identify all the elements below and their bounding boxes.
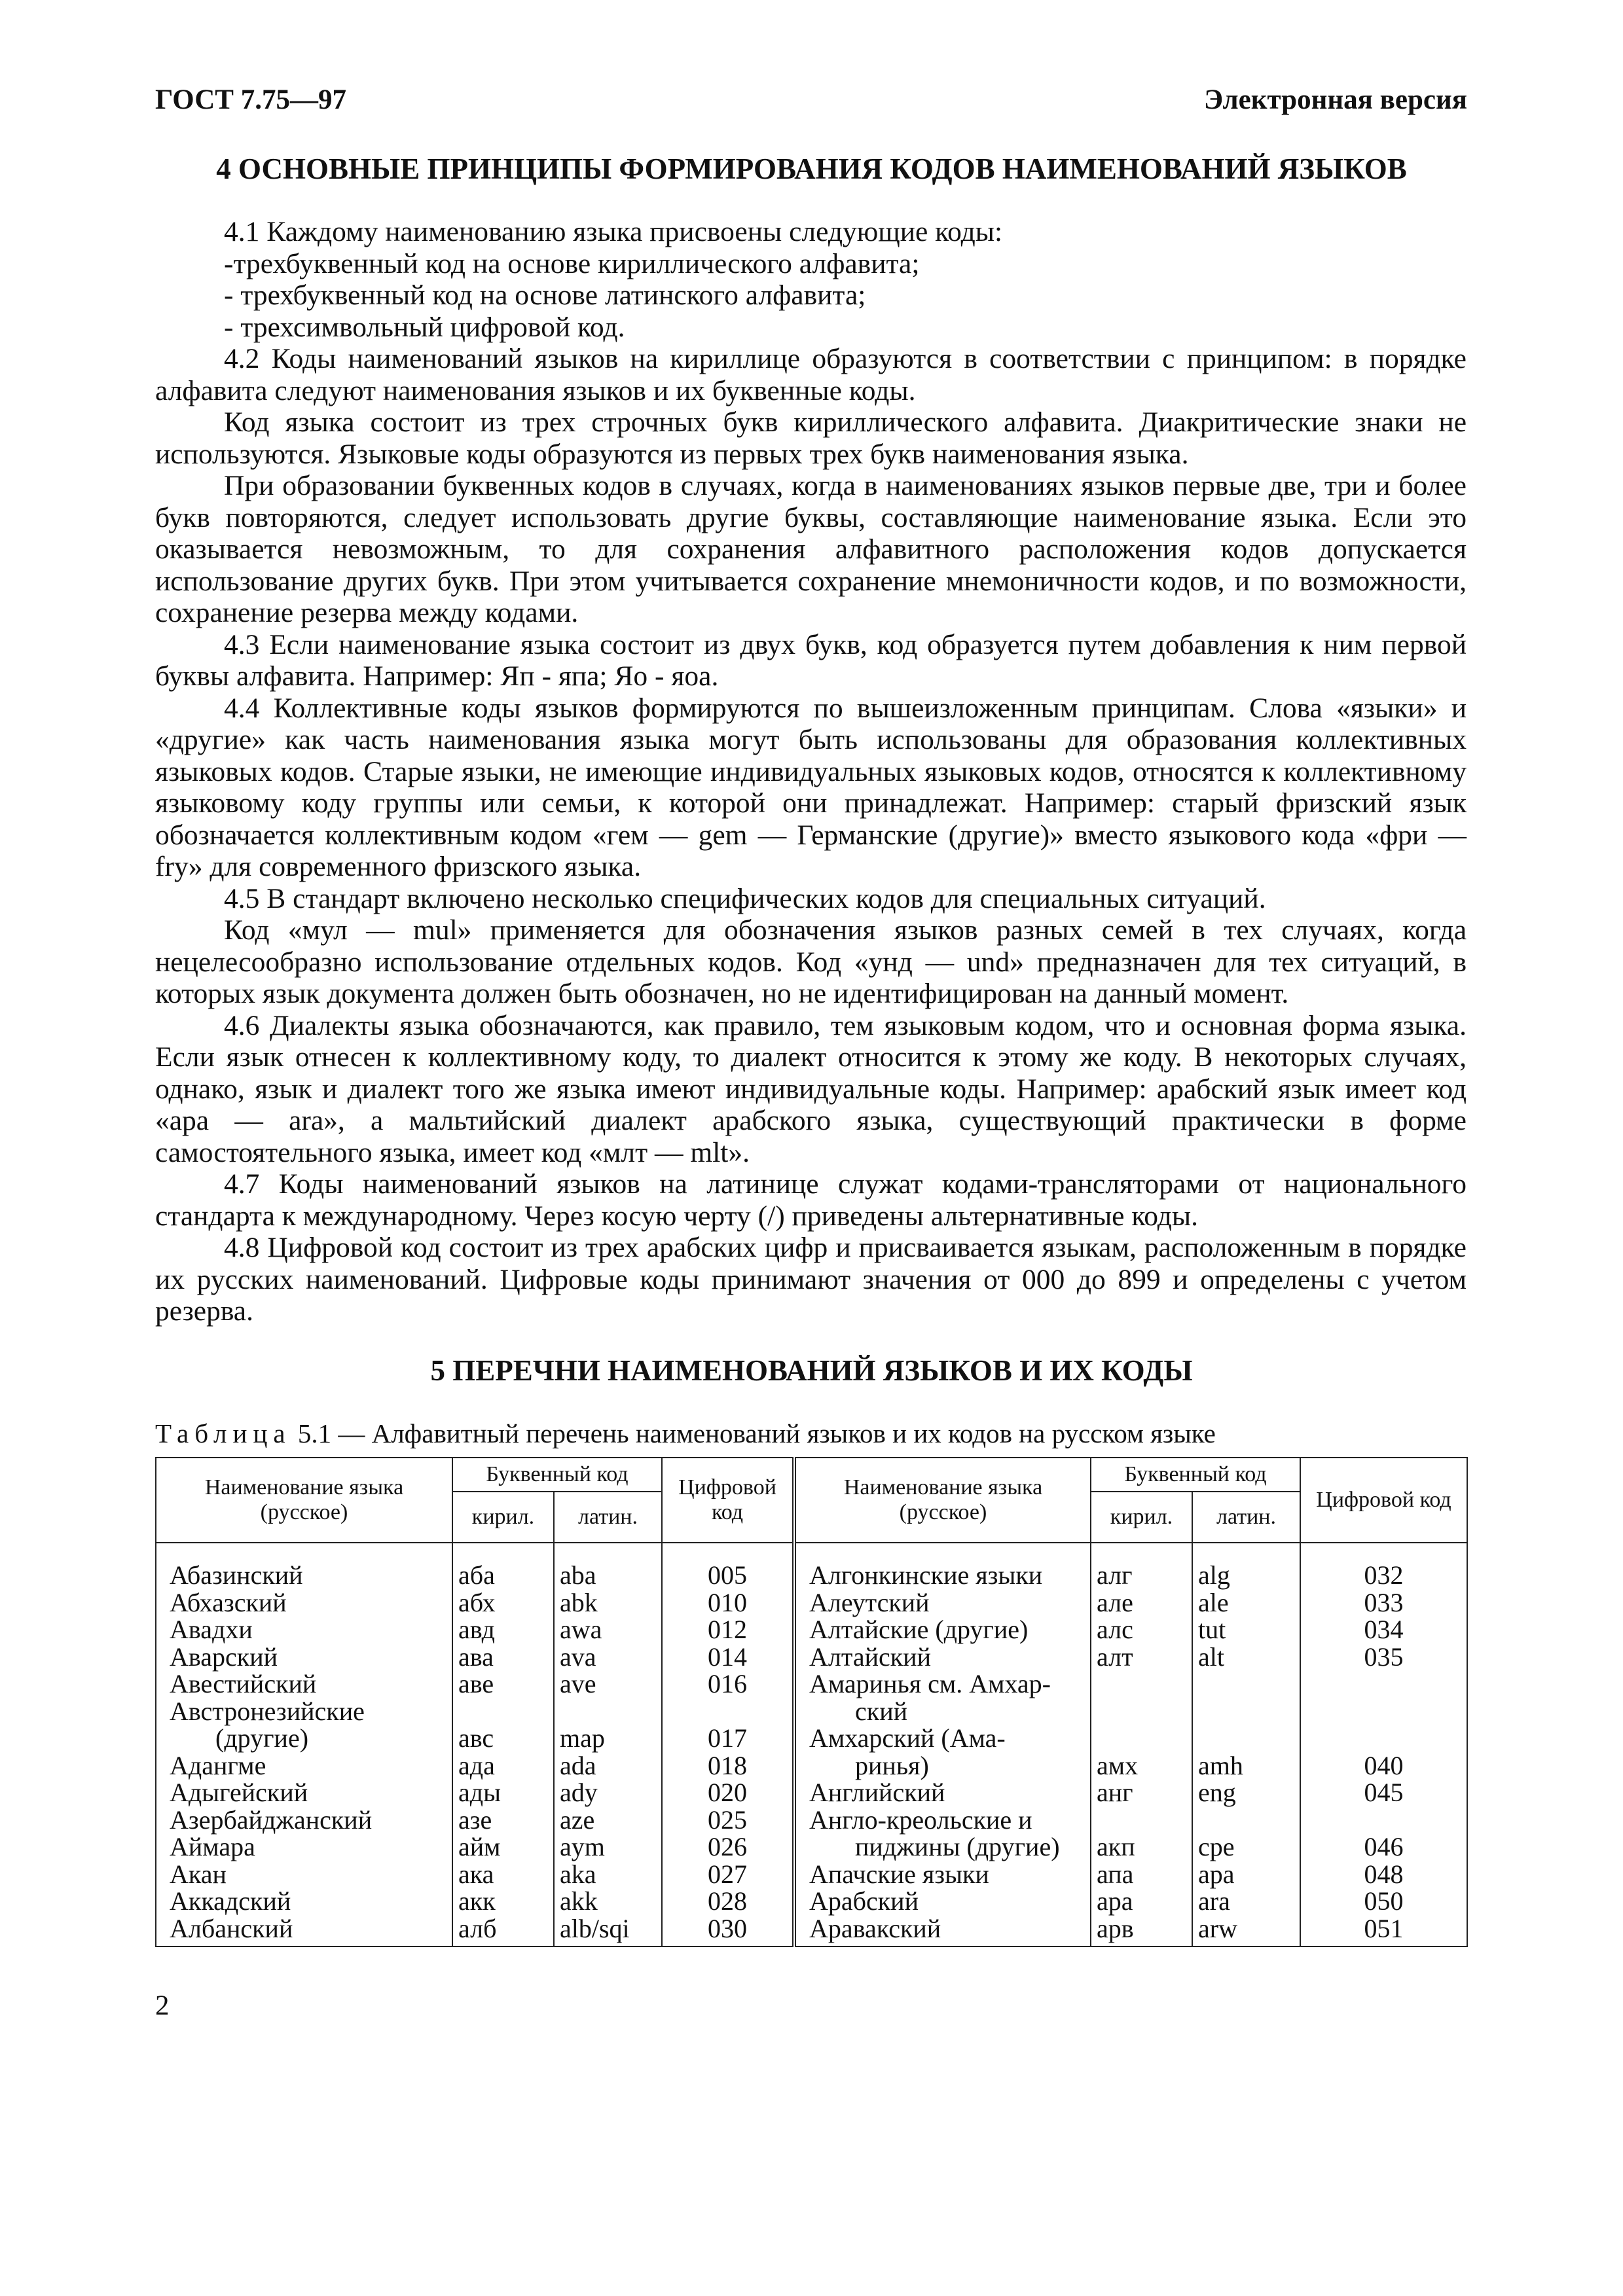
language-name-cell [794,1779,1091,1806]
cyrillic-code-cell [452,1589,554,1617]
language-name-text: Авестийский [170,1669,317,1698]
latin-code-cell [554,1589,662,1617]
numeric-code-text: 018 [708,1750,747,1780]
language-name-cell [156,1752,452,1780]
language-name-cell [156,1698,452,1725]
cyrillic-code-cell [452,1806,554,1834]
latin-code-text: awa [560,1615,602,1644]
latin-code-text: ada [560,1750,596,1780]
latin-code-cell [554,1915,662,1947]
language-name-text: Алгонкинские языки [809,1560,1043,1590]
latin-code-text: alg [1198,1560,1230,1590]
numeric-code-cell [1300,1833,1467,1861]
numeric-code-cell [662,1806,794,1834]
latin-code-text: ara [1198,1886,1230,1916]
numeric-code-cell [662,1725,794,1752]
numeric-code-cell [1300,1779,1467,1806]
cyrillic-code-cell [452,1779,554,1806]
cyrillic-code-text: азе [458,1804,492,1835]
latin-code-text: cpe [1198,1832,1235,1861]
latin-code-text: aym [560,1832,605,1861]
language-name-text: ский [855,1696,907,1726]
cyrillic-code-cell [452,1861,554,1888]
table-row [156,1888,1467,1915]
latin-code-text: arw [1198,1913,1237,1943]
language-name-cell [156,1616,452,1643]
table-row [156,1616,1467,1643]
numeric-code-cell [1300,1643,1467,1671]
latin-code-cell [554,1543,662,1589]
paragraph: 4.7 Коды наименований языков на латинице служат кодами-трансляторами от национального стандарта к международному. Через косую черту (/) приведены альтернативные коды. [155,1168,1467,1232]
language-name-cell [156,1888,452,1915]
numeric-code-text: 051 [1364,1913,1404,1943]
language-name-text: Абазинский [170,1560,303,1590]
numeric-code-cell [1300,1752,1467,1780]
table-caption [155,1418,1216,1449]
cyrillic-code-cell [1091,1915,1192,1947]
table-row [156,1698,1467,1725]
cyrillic-code-text: авс [458,1723,494,1753]
cyrillic-code-cell [452,1698,554,1725]
language-name-text: Английский [809,1778,945,1807]
latin-code-cell [1192,1806,1300,1834]
language-name-text: Акан [170,1859,227,1889]
latin-code-text: aze [560,1804,595,1835]
language-name-cell [156,1915,452,1947]
cyrillic-code-text: але [1097,1587,1133,1617]
standard-designation: ГОСТ 7.75—97 [155,84,346,115]
numeric-code-text: 020 [708,1778,747,1807]
numeric-code-cell [662,1670,794,1698]
language-name-text: ринья) [855,1750,929,1780]
numeric-code-cell [662,1643,794,1671]
language-name-text: Аравакский [809,1913,941,1943]
header-cyrillic: кирил. [1091,1492,1192,1543]
table-row [156,1833,1467,1861]
cyrillic-code-cell [1091,1698,1192,1725]
latin-code-cell [554,1725,662,1752]
latin-code-text: abk [560,1587,598,1617]
numeric-code-cell [1300,1670,1467,1698]
paragraph: При образовании буквенных кодов в случаях, когда в наименованиях языков первые две, три и более букв повторяются, следует использовать другие буквы, составляющие наименование языка. Если это оказывается невозможным, то для сохранения алфавитного расположения кодов допускается использование других букв. При этом учитывается сохранение мнемоничности кодов, и по возможности, сохранение резерва между кодами. [155,470,1467,628]
cyrillic-code-cell [452,1643,554,1671]
paragraph: Код «мул — mul» применяется для обозначения языков разных семей в тех случаях, когда нецелесообразно использование отдельных кодов. Код «унд — und» предназначен для тех ситуаций, в которых язык документа должен быть обозначен, но не идентифицирован на данный момент. [155,914,1467,1009]
language-name-cell [794,1643,1091,1671]
latin-code-cell [1192,1861,1300,1888]
paragraph: 4.6 Диалекты языка обозначаются, как правило, тем языковым кодом, что и основная форма языка. Если язык отнесен к коллективному коду, то диалект относится к этому же коду. В некоторых случаях, однако, язык и диалект того же языка имеют индивидуальные коды. Например: арабский язык имеет код «ара — ara», а мальтийский диалект арабского языка, существующий практически в форме самостоятельного языка, имеет код «млт — mlt». [155,1009,1467,1168]
cyrillic-code-text: ады [458,1778,501,1807]
header-letter-code: Буквенный код [452,1458,662,1492]
table-row [156,1752,1467,1780]
numeric-code-text: 025 [708,1804,747,1835]
numeric-code-text: 035 [1364,1641,1404,1672]
numeric-code-text: 045 [1364,1778,1404,1807]
numeric-code-cell [662,1589,794,1617]
language-name-text: Азербайджанский [170,1804,373,1835]
numeric-code-text: 012 [708,1615,747,1644]
language-name-cell [156,1589,452,1617]
table-row [156,1543,1467,1589]
latin-code-cell [1192,1670,1300,1698]
cyrillic-code-cell [1091,1670,1192,1698]
latin-code-text: tut [1198,1615,1226,1644]
table-caption-text: 5.1 — Алфавитный перечень наименований языков и их кодов на русском языке [297,1418,1216,1448]
section-4-title: 4 ОСНОВНЫЕ ПРИНЦИПЫ ФОРМИРОВАНИЯ КОДОВ НАИМЕНОВАНИЙ ЯЗЫКОВ [216,152,1407,185]
cyrillic-code-cell [1091,1752,1192,1780]
latin-code-cell [1192,1543,1300,1589]
numeric-code-cell [1300,1543,1467,1589]
cyrillic-code-text: ада [458,1750,495,1780]
numeric-code-text: 033 [1364,1587,1404,1617]
cyrillic-code-text: апа [1097,1859,1134,1889]
numeric-code-cell [662,1779,794,1806]
latin-code-text: aba [560,1560,596,1590]
language-name-text: Англо-креольские и [809,1804,1032,1835]
table-row [156,1589,1467,1617]
language-name-cell [794,1752,1091,1780]
latin-code-cell [1192,1589,1300,1617]
table-row [156,1915,1467,1947]
table-row [156,1861,1467,1888]
numeric-code-text: 017 [708,1723,747,1753]
latin-code-text: ave [560,1669,596,1698]
language-name-cell [156,1670,452,1698]
latin-code-text: akk [560,1886,598,1916]
language-name-cell [794,1543,1091,1589]
language-name-cell [794,1888,1091,1915]
latin-code-text: apa [1198,1859,1235,1889]
language-name-text: Аймара [170,1832,255,1861]
latin-code-cell [1192,1698,1300,1725]
cyrillic-code-cell [1091,1806,1192,1834]
numeric-code-cell [1300,1589,1467,1617]
latin-code-text: ava [560,1641,596,1672]
paragraph: - трехсимвольный цифровой код. [224,311,625,343]
numeric-code-text: 048 [1364,1859,1404,1889]
cyrillic-code-text: авд [458,1615,495,1644]
numeric-code-cell [1300,1888,1467,1915]
numeric-code-text: 040 [1364,1750,1404,1780]
numeric-code-cell [1300,1616,1467,1643]
language-name-cell [156,1543,452,1589]
edition-label: Электронная версия [1203,84,1467,115]
numeric-code-cell [662,1861,794,1888]
paragraph: 4.2 Коды наименований языков на кириллице образуются в соответствии с принципом: в порядке алфавита следуют наименования языков и их буквенные коды. [155,343,1467,406]
latin-code-cell [554,1752,662,1780]
paragraph: -трехбуквенный код на основе кириллического алфавита; [224,247,920,279]
header-latin: латин. [554,1492,662,1543]
cyrillic-code-cell [1091,1643,1192,1671]
latin-code-text: map [560,1723,605,1753]
language-name-text: Аккадский [170,1886,291,1916]
cyrillic-code-text: ака [458,1859,494,1889]
latin-code-cell [1192,1833,1300,1861]
language-name-cell [794,1698,1091,1725]
language-codes-table [155,1457,1468,1947]
language-name-cell [156,1779,452,1806]
language-name-cell [156,1725,452,1752]
latin-code-text: ale [1198,1587,1229,1617]
header-cyrillic: кирил. [452,1492,554,1543]
numeric-code-cell [662,1616,794,1643]
numeric-code-text: 016 [708,1669,747,1698]
header-letter-code: Буквенный код [1091,1458,1300,1492]
numeric-code-cell [1300,1915,1467,1947]
cyrillic-code-text: абх [458,1587,496,1617]
numeric-code-text: 034 [1364,1615,1404,1644]
latin-code-cell [1192,1915,1300,1947]
latin-code-cell [554,1698,662,1725]
language-name-text: Арабский [809,1886,919,1916]
latin-code-text: aka [560,1859,596,1889]
cyrillic-code-text: алс [1097,1615,1133,1644]
numeric-code-text: 026 [708,1832,747,1861]
language-name-text: Алтайские (другие) [809,1615,1029,1644]
numeric-code-cell [1300,1806,1467,1834]
numeric-code-text: 005 [708,1560,747,1590]
cyrillic-code-cell [1091,1589,1192,1617]
language-name-cell [794,1616,1091,1643]
language-name-text: Адыгейский [170,1778,308,1807]
latin-code-cell [554,1670,662,1698]
numeric-code-text: 046 [1364,1832,1404,1861]
paragraph: 4.4 Коллективные коды языков формируются по вышеизложенным принципам. Слова «языки» и «другие» как часть наименования языка могут быть использованы для образования коллективных языковых кодов. Старые языки, не имеющие индивидуальных языковых кодов, относятся к коллективному языковому коду группы или семьи, к которой они принадлежат. Например: старый фризский язык обозначается коллективным кодом «гем — gem — Германские (другие)» вместо языкового кода «фри — fry» для современного фризского языка. [155,692,1467,882]
language-name-cell [156,1643,452,1671]
latin-code-text: amh [1198,1750,1243,1780]
latin-code-text: alt [1198,1641,1224,1672]
cyrillic-code-text: аве [458,1669,494,1698]
language-name-cell [794,1670,1091,1698]
language-name-cell [156,1806,452,1834]
cyrillic-code-cell [1091,1616,1192,1643]
cyrillic-code-text: алг [1097,1560,1133,1590]
page-number: 2 [155,1990,170,2021]
cyrillic-code-text: арв [1097,1913,1134,1943]
numeric-code-text: 027 [708,1859,747,1889]
language-name-text: Амхарский (Ама- [809,1723,1006,1753]
numeric-code-text: 014 [708,1641,747,1672]
cyrillic-code-cell [452,1543,554,1589]
numeric-code-cell [662,1698,794,1725]
paragraph: - трехбуквенный код на основе латинского алфавита; [224,279,866,311]
cyrillic-code-text: алб [458,1913,497,1943]
language-name-text: Аварский [170,1641,278,1672]
latin-code-cell [1192,1616,1300,1643]
language-name-text: пиджины (другие) [855,1832,1060,1861]
numeric-code-text: 050 [1364,1886,1404,1916]
latin-code-cell [554,1806,662,1834]
numeric-code-text: 028 [708,1886,747,1916]
latin-code-cell [1192,1888,1300,1915]
table-row [156,1725,1467,1752]
language-name-text: Амаринья см. Амхар- [809,1669,1051,1698]
cyrillic-code-text: алт [1097,1641,1133,1672]
paragraph: 4.1 Каждому наименованию языка присвоены следующие коды: [224,216,1003,247]
header-name: Наименование языка (русское) [156,1458,452,1543]
table-caption-label: Таблица [155,1418,291,1448]
cyrillic-code-cell [452,1915,554,1947]
paragraph: 4.3 Если наименование языка состоит из двух букв, код образуется путем добавления к ним первой буквы алфавита. Например: Яп - япа; Яо - яоа. [155,628,1467,692]
language-name-cell [794,1833,1091,1861]
header-name: Наименование языка (русское) [794,1458,1091,1543]
cyrillic-code-text: аба [458,1560,495,1590]
latin-code-cell [1192,1779,1300,1806]
cyrillic-code-cell [452,1725,554,1752]
header-numeric-code: Цифровой код [662,1458,794,1543]
cyrillic-code-cell [1091,1779,1192,1806]
language-name-cell [794,1861,1091,1888]
latin-code-cell [554,1833,662,1861]
numeric-code-cell [662,1915,794,1947]
language-name-text: (другие) [215,1723,309,1753]
language-name-text: Австронезийские [170,1696,365,1726]
language-name-text: Абхазский [170,1587,287,1617]
cyrillic-code-text: айм [458,1832,501,1861]
numeric-code-cell [662,1833,794,1861]
numeric-code-cell [662,1888,794,1915]
latin-code-text: alb/sqi [560,1913,630,1943]
numeric-code-cell [1300,1698,1467,1725]
cyrillic-code-cell [452,1833,554,1861]
cyrillic-code-text: анг [1097,1778,1133,1807]
language-name-cell [794,1806,1091,1834]
cyrillic-code-cell [452,1888,554,1915]
cyrillic-code-cell [452,1670,554,1698]
cyrillic-code-text: амх [1097,1750,1139,1780]
table-row [156,1643,1467,1671]
latin-code-cell [554,1643,662,1671]
latin-code-text: eng [1198,1778,1236,1807]
numeric-code-cell [1300,1725,1467,1752]
table-row [156,1779,1467,1806]
language-name-cell [156,1833,452,1861]
header-latin: латин. [1192,1492,1300,1543]
latin-code-cell [554,1888,662,1915]
cyrillic-code-text: ара [1097,1886,1133,1916]
language-name-text: Алтайский [809,1641,931,1672]
language-name-cell [794,1915,1091,1947]
paragraph: Код языка состоит из трех строчных букв кириллического алфавита. Диакритические знаки не используются. Языковые коды образуются из первых трех букв наименования языка. [155,406,1467,470]
language-name-text: Адангме [170,1750,266,1780]
latin-code-cell [1192,1752,1300,1780]
section-5-title: 5 ПЕРЕЧНИ НАИМЕНОВАНИЙ ЯЗЫКОВ И ИХ КОДЫ [430,1354,1193,1387]
cyrillic-code-cell [452,1616,554,1643]
language-name-text: Авадхи [170,1615,253,1644]
paragraph: 4.8 Цифровой код состоит из трех арабских цифр и присваивается языкам, расположенным в порядке их русских наименований. Цифровые коды принимают значения от 000 до 899 и определены с учетом резерва. [155,1232,1467,1327]
table-body [156,1543,1467,1946]
latin-code-text: ady [560,1778,598,1807]
language-name-cell [794,1589,1091,1617]
section-4-body [155,216,1467,1327]
language-name-cell [156,1861,452,1888]
language-name-text: Алеутский [809,1587,930,1617]
language-name-text: Апачские языки [809,1859,989,1889]
language-name-text: Албанский [170,1913,293,1943]
numeric-code-cell [662,1543,794,1589]
cyrillic-code-cell [1091,1833,1192,1861]
language-codes-table-container [155,1457,1467,1947]
cyrillic-code-cell [1091,1543,1192,1589]
table-row [156,1670,1467,1698]
latin-code-cell [554,1861,662,1888]
latin-code-cell [554,1616,662,1643]
latin-code-cell [1192,1643,1300,1671]
cyrillic-code-cell [452,1752,554,1780]
cyrillic-code-cell [1091,1888,1192,1915]
cyrillic-code-text: ава [458,1641,494,1672]
latin-code-cell [1192,1725,1300,1752]
language-name-cell [794,1725,1091,1752]
paragraph: 4.5 В стандарт включено несколько специфических кодов для специальных ситуаций. [224,882,1266,914]
table-row [156,1806,1467,1834]
numeric-code-cell [1300,1861,1467,1888]
numeric-code-text: 032 [1364,1560,1404,1590]
numeric-code-text: 010 [708,1587,747,1617]
numeric-code-cell [662,1752,794,1780]
header-numeric-code: Цифровой код [1300,1458,1467,1543]
numeric-code-text: 030 [708,1913,747,1943]
cyrillic-code-cell [1091,1861,1192,1888]
latin-code-cell [554,1779,662,1806]
cyrillic-code-text: акк [458,1886,496,1916]
cyrillic-code-cell [1091,1725,1192,1752]
cyrillic-code-text: акп [1097,1832,1135,1861]
